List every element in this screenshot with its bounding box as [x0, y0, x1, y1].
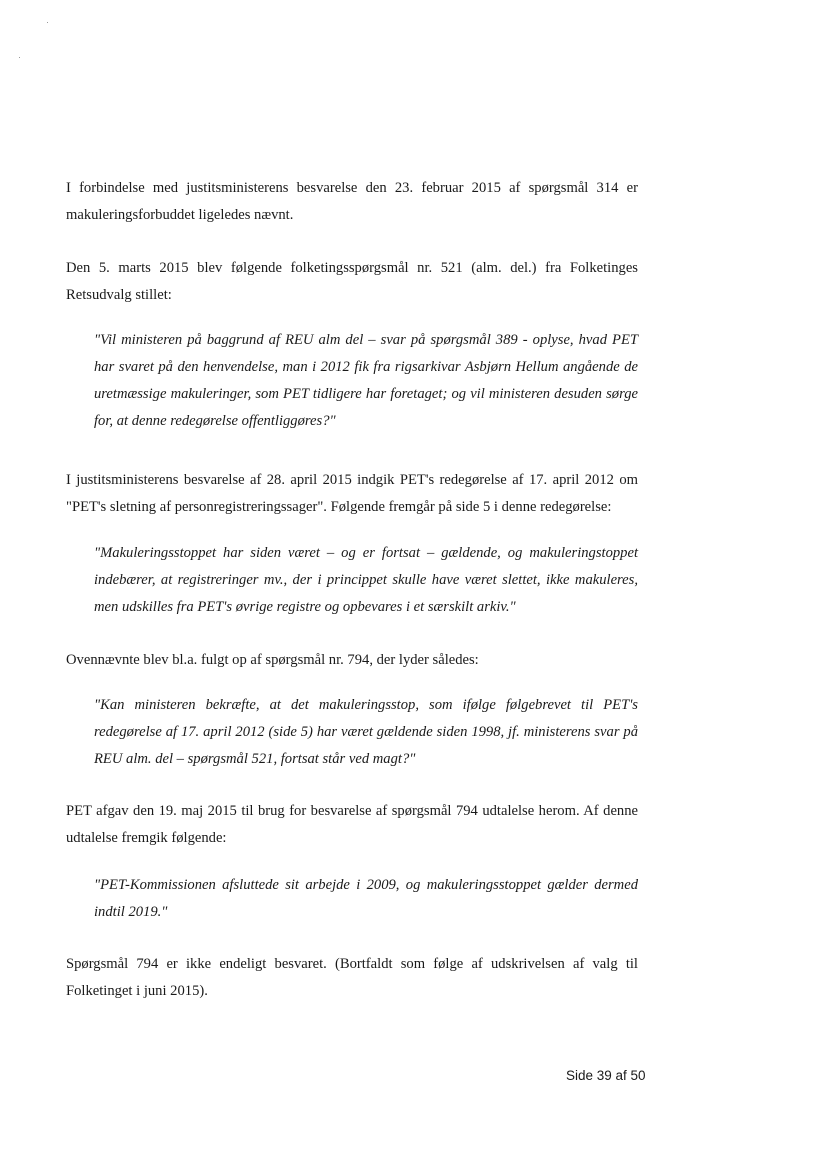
paragraph-makuleringsforbud: I forbindelse med justitsministerens besvarelse den 23. februar 2015 af spørgsmål 314 er makuleringsforbuddet ligeledes nævnt.	[66, 180, 638, 223]
paragraph-pet-statement: PET afgav den 19. maj 2015 til brug for besvarelse af spørgsmål 794 udtalelse herom. Af denne udtalelse fremgik følgende:	[66, 803, 638, 846]
paragraph-ministers-answer: I justitsministerens besvarelse af 28. april 2015 indgik PET's redegørelse af 17. april 2012 om "PET's sletning af personregistreringssager". Følgende fremgår på side 5 i denne redegørelse:	[66, 472, 638, 515]
paragraph-question-521: Den 5. marts 2015 blev følgende folketingsspørgsmål nr. 521 (alm. del.) fra Folketinges Retsudvalg stillet:	[66, 260, 638, 303]
page-number: Side 39 af 50	[566, 1068, 646, 1083]
quote-pet-report: "Makuleringsstoppet har siden været – og er fortsat – gældende, og makuleringstoppet indebærer, at registreringer mv., der i princippet skulle have været slettet, ikke makuleres, men udskilles fra PET's øvrige registre og opbevares i et særskilt arkiv."	[94, 545, 638, 615]
scan-speck	[19, 57, 20, 58]
paragraph-question-794-intro: Ovennævnte blev bl.a. fulgt op af spørgsmål nr. 794, der lyder således:	[66, 652, 479, 668]
quote-question-521: "Vil ministeren på baggrund af REU alm del – svar på spørgsmål 389 - oplyse, hvad PET har svaret på den henvendelse, man i 2012 fik fra rigsarkivar Asbjørn Hellum angående de uretmæssige makuleringer, som PET tidligere har foretaget; og vil ministeren desuden sørge for, at denne redegørelse offentliggøres?"	[94, 332, 638, 429]
scan-speck	[47, 22, 48, 23]
quote-question-794: "Kan ministeren bekræfte, at det makuleringsstop, som ifølge følgebrevet til PET's redegørelse af 17. april 2012 (side 5) har været gældende siden 1998, jf. ministerens svar på REU alm. del – spørgsmål 521, fortsat står ved magt?"	[94, 697, 638, 767]
quote-pet-commission: "PET-Kommissionen afsluttede sit arbejde i 2009, og makuleringsstoppet gælder dermed indtil 2019."	[94, 877, 638, 920]
paragraph-unanswered: Spørgsmål 794 er ikke endeligt besvaret. (Bortfaldt som følge af udskrivelsen af valg til Folketinget i juni 2015).	[66, 956, 638, 999]
